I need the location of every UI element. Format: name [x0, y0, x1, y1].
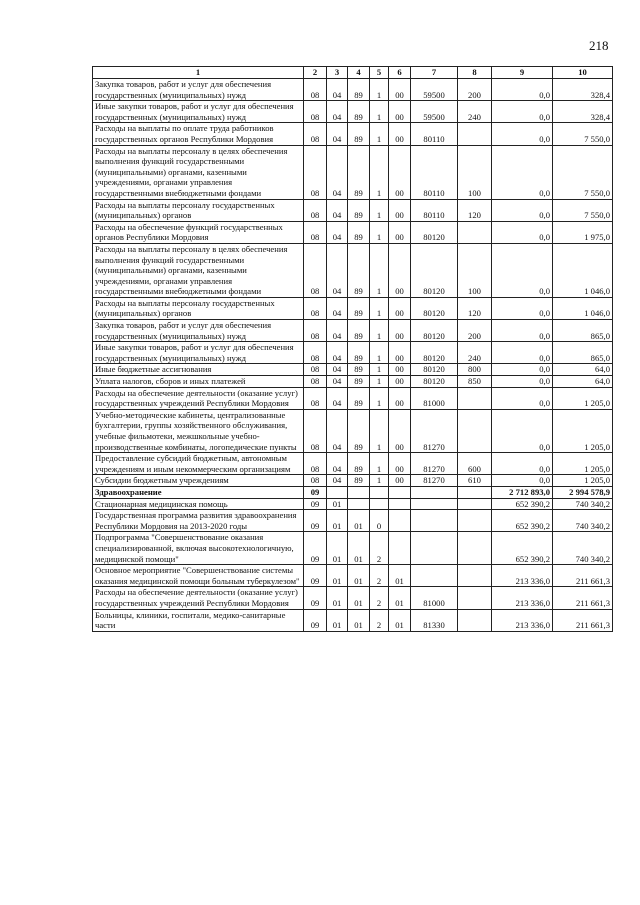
code-cell: 81000 [411, 587, 458, 609]
table-row [93, 587, 613, 609]
row-description: Предоставление субсидий бюджетным, автономным учреждениям и иным некоммерческим организациям [93, 453, 304, 475]
amount-cell: 740 340,2 [553, 510, 613, 532]
code-cell: 2 [370, 609, 389, 631]
code-cell: 00 [389, 475, 411, 487]
code-cell: 00 [389, 123, 411, 145]
table-row [93, 453, 613, 475]
row-description: Расходы на выплаты персоналу в целях обеспечения выполнения функций государственными (муниципальными) органами, казенными учреждениями, органами управления государственными внебюджетными фондами [93, 145, 304, 199]
code-cell [458, 532, 492, 565]
code-cell: 81270 [411, 475, 458, 487]
code-cell: 80110 [411, 145, 458, 199]
table-row [93, 475, 613, 487]
code-cell: 09 [304, 486, 327, 498]
table-row [93, 123, 613, 145]
code-cell: 1 [370, 221, 389, 243]
code-cell: 04 [327, 342, 348, 364]
amount-cell: 1 205,0 [553, 387, 613, 409]
code-cell: 80120 [411, 297, 458, 319]
code-cell: 1 [370, 199, 389, 221]
code-cell [370, 498, 389, 510]
code-cell: 2 [370, 565, 389, 587]
code-cell: 08 [304, 364, 327, 376]
row-description: Субсидии бюджетным учреждениям [93, 475, 304, 487]
code-cell: 0 [370, 510, 389, 532]
code-cell: 89 [348, 342, 370, 364]
amount-cell: 0,0 [492, 376, 553, 388]
table-row [93, 409, 613, 452]
code-cell: 08 [304, 145, 327, 199]
code-cell: 1 [370, 453, 389, 475]
code-cell: 01 [327, 587, 348, 609]
code-cell: 89 [348, 243, 370, 297]
code-cell: 00 [389, 297, 411, 319]
code-cell: 01 [389, 609, 411, 631]
header-cell: 6 [389, 67, 411, 79]
code-cell: 1 [370, 320, 389, 342]
code-cell: 01 [327, 498, 348, 510]
row-description: Больницы, клиники, госпитали, медико-санитарные части [93, 609, 304, 631]
amount-cell: 740 340,2 [553, 532, 613, 565]
code-cell: 1 [370, 364, 389, 376]
header-cell: 8 [458, 67, 492, 79]
code-cell: 1 [370, 243, 389, 297]
table-row [93, 609, 613, 631]
amount-cell: 0,0 [492, 297, 553, 319]
code-cell: 89 [348, 199, 370, 221]
amount-cell: 64,0 [553, 376, 613, 388]
code-cell: 00 [389, 364, 411, 376]
code-cell: 08 [304, 320, 327, 342]
header-cell: 5 [370, 67, 389, 79]
code-cell: 01 [348, 587, 370, 609]
code-cell: 80120 [411, 342, 458, 364]
row-description: Подпрограмма "Совершенствование оказания специализированной, включая высокотехнологичную, медицинской помощи" [93, 532, 304, 565]
amount-cell: 0,0 [492, 453, 553, 475]
code-cell: 120 [458, 297, 492, 319]
code-cell [389, 532, 411, 565]
code-cell [348, 498, 370, 510]
code-cell [411, 565, 458, 587]
row-description: Расходы на выплаты по оплате труда работников государственных органов Республики Мордовия [93, 123, 304, 145]
table-row [93, 364, 613, 376]
table-row [93, 199, 613, 221]
code-cell: 04 [327, 376, 348, 388]
row-description: Расходы на выплаты персоналу государственных (муниципальных) органов [93, 199, 304, 221]
code-cell [389, 510, 411, 532]
table-row [93, 145, 613, 199]
code-cell: 04 [327, 123, 348, 145]
row-description: Здравоохранение [93, 486, 304, 498]
code-cell: 240 [458, 342, 492, 364]
amount-cell: 0,0 [492, 221, 553, 243]
header-cell: 2 [304, 67, 327, 79]
amount-cell: 0,0 [492, 123, 553, 145]
row-description: Расходы на выплаты персоналу государственных (муниципальных) органов [93, 297, 304, 319]
code-cell: 80110 [411, 123, 458, 145]
code-cell: 01 [327, 565, 348, 587]
code-cell: 89 [348, 475, 370, 487]
code-cell: 1 [370, 79, 389, 101]
row-description: Стационарная медицинская помощь [93, 498, 304, 510]
code-cell: 1 [370, 123, 389, 145]
amount-cell: 211 661,3 [553, 587, 613, 609]
amount-cell: 652 390,2 [492, 532, 553, 565]
table-row [93, 79, 613, 101]
amount-cell: 2 994 578,9 [553, 486, 613, 498]
code-cell: 89 [348, 320, 370, 342]
header-cell: 9 [492, 67, 553, 79]
table-row [93, 297, 613, 319]
amount-cell: 0,0 [492, 364, 553, 376]
code-cell: 04 [327, 453, 348, 475]
amount-cell: 7 550,0 [553, 145, 613, 199]
code-cell [458, 510, 492, 532]
code-cell: 100 [458, 243, 492, 297]
code-cell [458, 609, 492, 631]
row-description: Расходы на обеспечение деятельности (оказание услуг) государственных учреждений Республики Мордовия [93, 387, 304, 409]
code-cell: 89 [348, 387, 370, 409]
amount-cell: 211 661,3 [553, 609, 613, 631]
code-cell: 59500 [411, 101, 458, 123]
code-cell [411, 498, 458, 510]
code-cell: 89 [348, 221, 370, 243]
code-cell: 89 [348, 376, 370, 388]
code-cell: 81330 [411, 609, 458, 631]
code-cell: 00 [389, 79, 411, 101]
code-cell: 04 [327, 101, 348, 123]
code-cell: 08 [304, 243, 327, 297]
code-cell: 09 [304, 587, 327, 609]
amount-cell: 652 390,2 [492, 498, 553, 510]
amount-cell: 1 205,0 [553, 453, 613, 475]
amount-cell: 0,0 [492, 409, 553, 452]
amount-cell: 64,0 [553, 364, 613, 376]
code-cell: 600 [458, 453, 492, 475]
amount-cell: 1 975,0 [553, 221, 613, 243]
row-description: Расходы на обеспечение деятельности (оказание услуг) государственных учреждений Республики Мордовия [93, 587, 304, 609]
code-cell: 200 [458, 320, 492, 342]
amount-cell: 0,0 [492, 243, 553, 297]
code-cell: 80120 [411, 376, 458, 388]
code-cell: 89 [348, 79, 370, 101]
code-cell: 04 [327, 145, 348, 199]
table-row [93, 342, 613, 364]
table-row [93, 565, 613, 587]
row-description: Иные бюджетные ассигнования [93, 364, 304, 376]
amount-cell: 213 336,0 [492, 587, 553, 609]
code-cell: 09 [304, 510, 327, 532]
code-cell: 08 [304, 453, 327, 475]
code-cell: 00 [389, 376, 411, 388]
code-cell [458, 387, 492, 409]
amount-cell: 740 340,2 [553, 498, 613, 510]
amount-cell: 328,4 [553, 101, 613, 123]
row-description: Расходы на выплаты персоналу в целях обеспечения выполнения функций государственными (муниципальными) органами, казенными учреждениями, органами управления государственными внебюджетными фондами [93, 243, 304, 297]
header-cell: 7 [411, 67, 458, 79]
code-cell [458, 221, 492, 243]
code-cell: 01 [327, 609, 348, 631]
row-description: Закупка товаров, работ и услуг для обеспечения государственных (муниципальных) нужд [93, 320, 304, 342]
code-cell: 08 [304, 342, 327, 364]
code-cell: 200 [458, 79, 492, 101]
table-row [93, 243, 613, 297]
code-cell: 81270 [411, 409, 458, 452]
code-cell: 1 [370, 475, 389, 487]
code-cell: 2 [370, 587, 389, 609]
row-description: Расходы на обеспечение функций государственных органов Республики Мордовия [93, 221, 304, 243]
table-header-row [93, 67, 613, 79]
code-cell: 00 [389, 145, 411, 199]
code-cell: 00 [389, 101, 411, 123]
row-description: Государственная программа развития здравоохранения Республики Мордовия на 2013-2020 годы [93, 510, 304, 532]
table-row [93, 498, 613, 510]
table-row [93, 221, 613, 243]
code-cell: 81270 [411, 453, 458, 475]
amount-cell: 0,0 [492, 79, 553, 101]
amount-cell: 7 550,0 [553, 199, 613, 221]
code-cell: 08 [304, 123, 327, 145]
amount-cell: 865,0 [553, 320, 613, 342]
code-cell: 00 [389, 221, 411, 243]
code-cell: 04 [327, 320, 348, 342]
code-cell: 1 [370, 145, 389, 199]
code-cell: 08 [304, 475, 327, 487]
code-cell [458, 409, 492, 452]
table-row [93, 510, 613, 532]
code-cell: 240 [458, 101, 492, 123]
code-cell: 59500 [411, 79, 458, 101]
table-row [93, 387, 613, 409]
amount-cell: 328,4 [553, 79, 613, 101]
code-cell: 850 [458, 376, 492, 388]
code-cell: 2 [370, 532, 389, 565]
code-cell: 80110 [411, 199, 458, 221]
code-cell: 04 [327, 297, 348, 319]
code-cell: 04 [327, 221, 348, 243]
table-row [93, 376, 613, 388]
code-cell [458, 123, 492, 145]
code-cell: 00 [389, 387, 411, 409]
code-cell [389, 486, 411, 498]
code-cell [458, 498, 492, 510]
code-cell: 01 [348, 510, 370, 532]
code-cell: 800 [458, 364, 492, 376]
code-cell: 09 [304, 565, 327, 587]
code-cell: 08 [304, 79, 327, 101]
row-description: Основное мероприятие "Совершенствование системы оказания медицинской помощи больным туберкулезом" [93, 565, 304, 587]
code-cell: 1 [370, 409, 389, 452]
code-cell: 1 [370, 101, 389, 123]
code-cell: 00 [389, 453, 411, 475]
row-description: Иные закупки товаров, работ и услуг для обеспечения государственных (муниципальных) нужд [93, 101, 304, 123]
code-cell: 89 [348, 364, 370, 376]
amount-cell: 0,0 [492, 475, 553, 487]
table-row [93, 532, 613, 565]
code-cell: 04 [327, 199, 348, 221]
code-cell: 08 [304, 376, 327, 388]
amount-cell: 0,0 [492, 320, 553, 342]
code-cell: 1 [370, 376, 389, 388]
code-cell [411, 486, 458, 498]
code-cell: 00 [389, 199, 411, 221]
amount-cell: 1 205,0 [553, 475, 613, 487]
code-cell: 89 [348, 145, 370, 199]
table-row [93, 101, 613, 123]
code-cell: 80120 [411, 221, 458, 243]
code-cell [458, 587, 492, 609]
table-body [93, 79, 613, 632]
code-cell: 08 [304, 101, 327, 123]
code-cell: 1 [370, 342, 389, 364]
code-cell: 00 [389, 342, 411, 364]
header-cell: 10 [553, 67, 613, 79]
code-cell [411, 532, 458, 565]
code-cell: 01 [348, 565, 370, 587]
code-cell: 100 [458, 145, 492, 199]
amount-cell: 213 336,0 [492, 609, 553, 631]
amount-cell: 7 550,0 [553, 123, 613, 145]
code-cell [370, 486, 389, 498]
code-cell: 09 [304, 498, 327, 510]
code-cell: 04 [327, 409, 348, 452]
code-cell: 01 [348, 609, 370, 631]
code-cell: 04 [327, 79, 348, 101]
code-cell: 80120 [411, 243, 458, 297]
header-cell: 1 [93, 67, 304, 79]
code-cell: 81000 [411, 387, 458, 409]
amount-cell: 1 205,0 [553, 409, 613, 452]
row-description: Уплата налогов, сборов и иных платежей [93, 376, 304, 388]
code-cell: 80120 [411, 364, 458, 376]
code-cell: 89 [348, 123, 370, 145]
code-cell: 04 [327, 387, 348, 409]
code-cell: 610 [458, 475, 492, 487]
code-cell: 08 [304, 387, 327, 409]
code-cell: 04 [327, 475, 348, 487]
amount-cell: 0,0 [492, 199, 553, 221]
code-cell: 09 [304, 609, 327, 631]
amount-cell: 0,0 [492, 145, 553, 199]
page-number: 218 [589, 38, 609, 53]
row-description: Закупка товаров, работ и услуг для обеспечения государственных (муниципальных) нужд [93, 79, 304, 101]
amount-cell: 211 661,3 [553, 565, 613, 587]
amount-cell: 0,0 [492, 387, 553, 409]
amount-cell: 2 712 893,0 [492, 486, 553, 498]
table-row [93, 320, 613, 342]
amount-cell: 213 336,0 [492, 565, 553, 587]
header-cell: 3 [327, 67, 348, 79]
code-cell: 1 [370, 387, 389, 409]
amount-cell: 1 046,0 [553, 297, 613, 319]
code-cell [327, 486, 348, 498]
code-cell [389, 498, 411, 510]
row-description: Иные закупки товаров, работ и услуг для обеспечения государственных (муниципальных) нужд [93, 342, 304, 364]
amount-cell: 1 046,0 [553, 243, 613, 297]
code-cell: 80120 [411, 320, 458, 342]
code-cell [458, 486, 492, 498]
code-cell: 89 [348, 297, 370, 319]
code-cell: 00 [389, 243, 411, 297]
code-cell: 09 [304, 532, 327, 565]
code-cell: 04 [327, 364, 348, 376]
code-cell: 08 [304, 221, 327, 243]
code-cell: 89 [348, 453, 370, 475]
code-cell: 89 [348, 101, 370, 123]
code-cell: 89 [348, 409, 370, 452]
code-cell: 01 [327, 510, 348, 532]
row-description: Учебно-методические кабинеты, централизованные бухгалтерии, группы хозяйственного обслуживания, учебные фильмотеки, межшкольные учебно-производственные комбинаты, логопедические пункты [93, 409, 304, 452]
code-cell: 01 [389, 587, 411, 609]
code-cell: 08 [304, 199, 327, 221]
amount-cell: 0,0 [492, 101, 553, 123]
amount-cell: 865,0 [553, 342, 613, 364]
code-cell: 01 [327, 532, 348, 565]
code-cell: 08 [304, 409, 327, 452]
code-cell: 1 [370, 297, 389, 319]
code-cell: 01 [389, 565, 411, 587]
amount-cell: 652 390,2 [492, 510, 553, 532]
code-cell [348, 486, 370, 498]
budget-table [92, 66, 613, 632]
code-cell: 01 [348, 532, 370, 565]
amount-cell: 0,0 [492, 342, 553, 364]
code-cell [411, 510, 458, 532]
code-cell: 00 [389, 320, 411, 342]
code-cell [458, 565, 492, 587]
header-cell: 4 [348, 67, 370, 79]
table-row [93, 486, 613, 498]
code-cell: 00 [389, 409, 411, 452]
code-cell: 120 [458, 199, 492, 221]
code-cell: 04 [327, 243, 348, 297]
code-cell: 08 [304, 297, 327, 319]
